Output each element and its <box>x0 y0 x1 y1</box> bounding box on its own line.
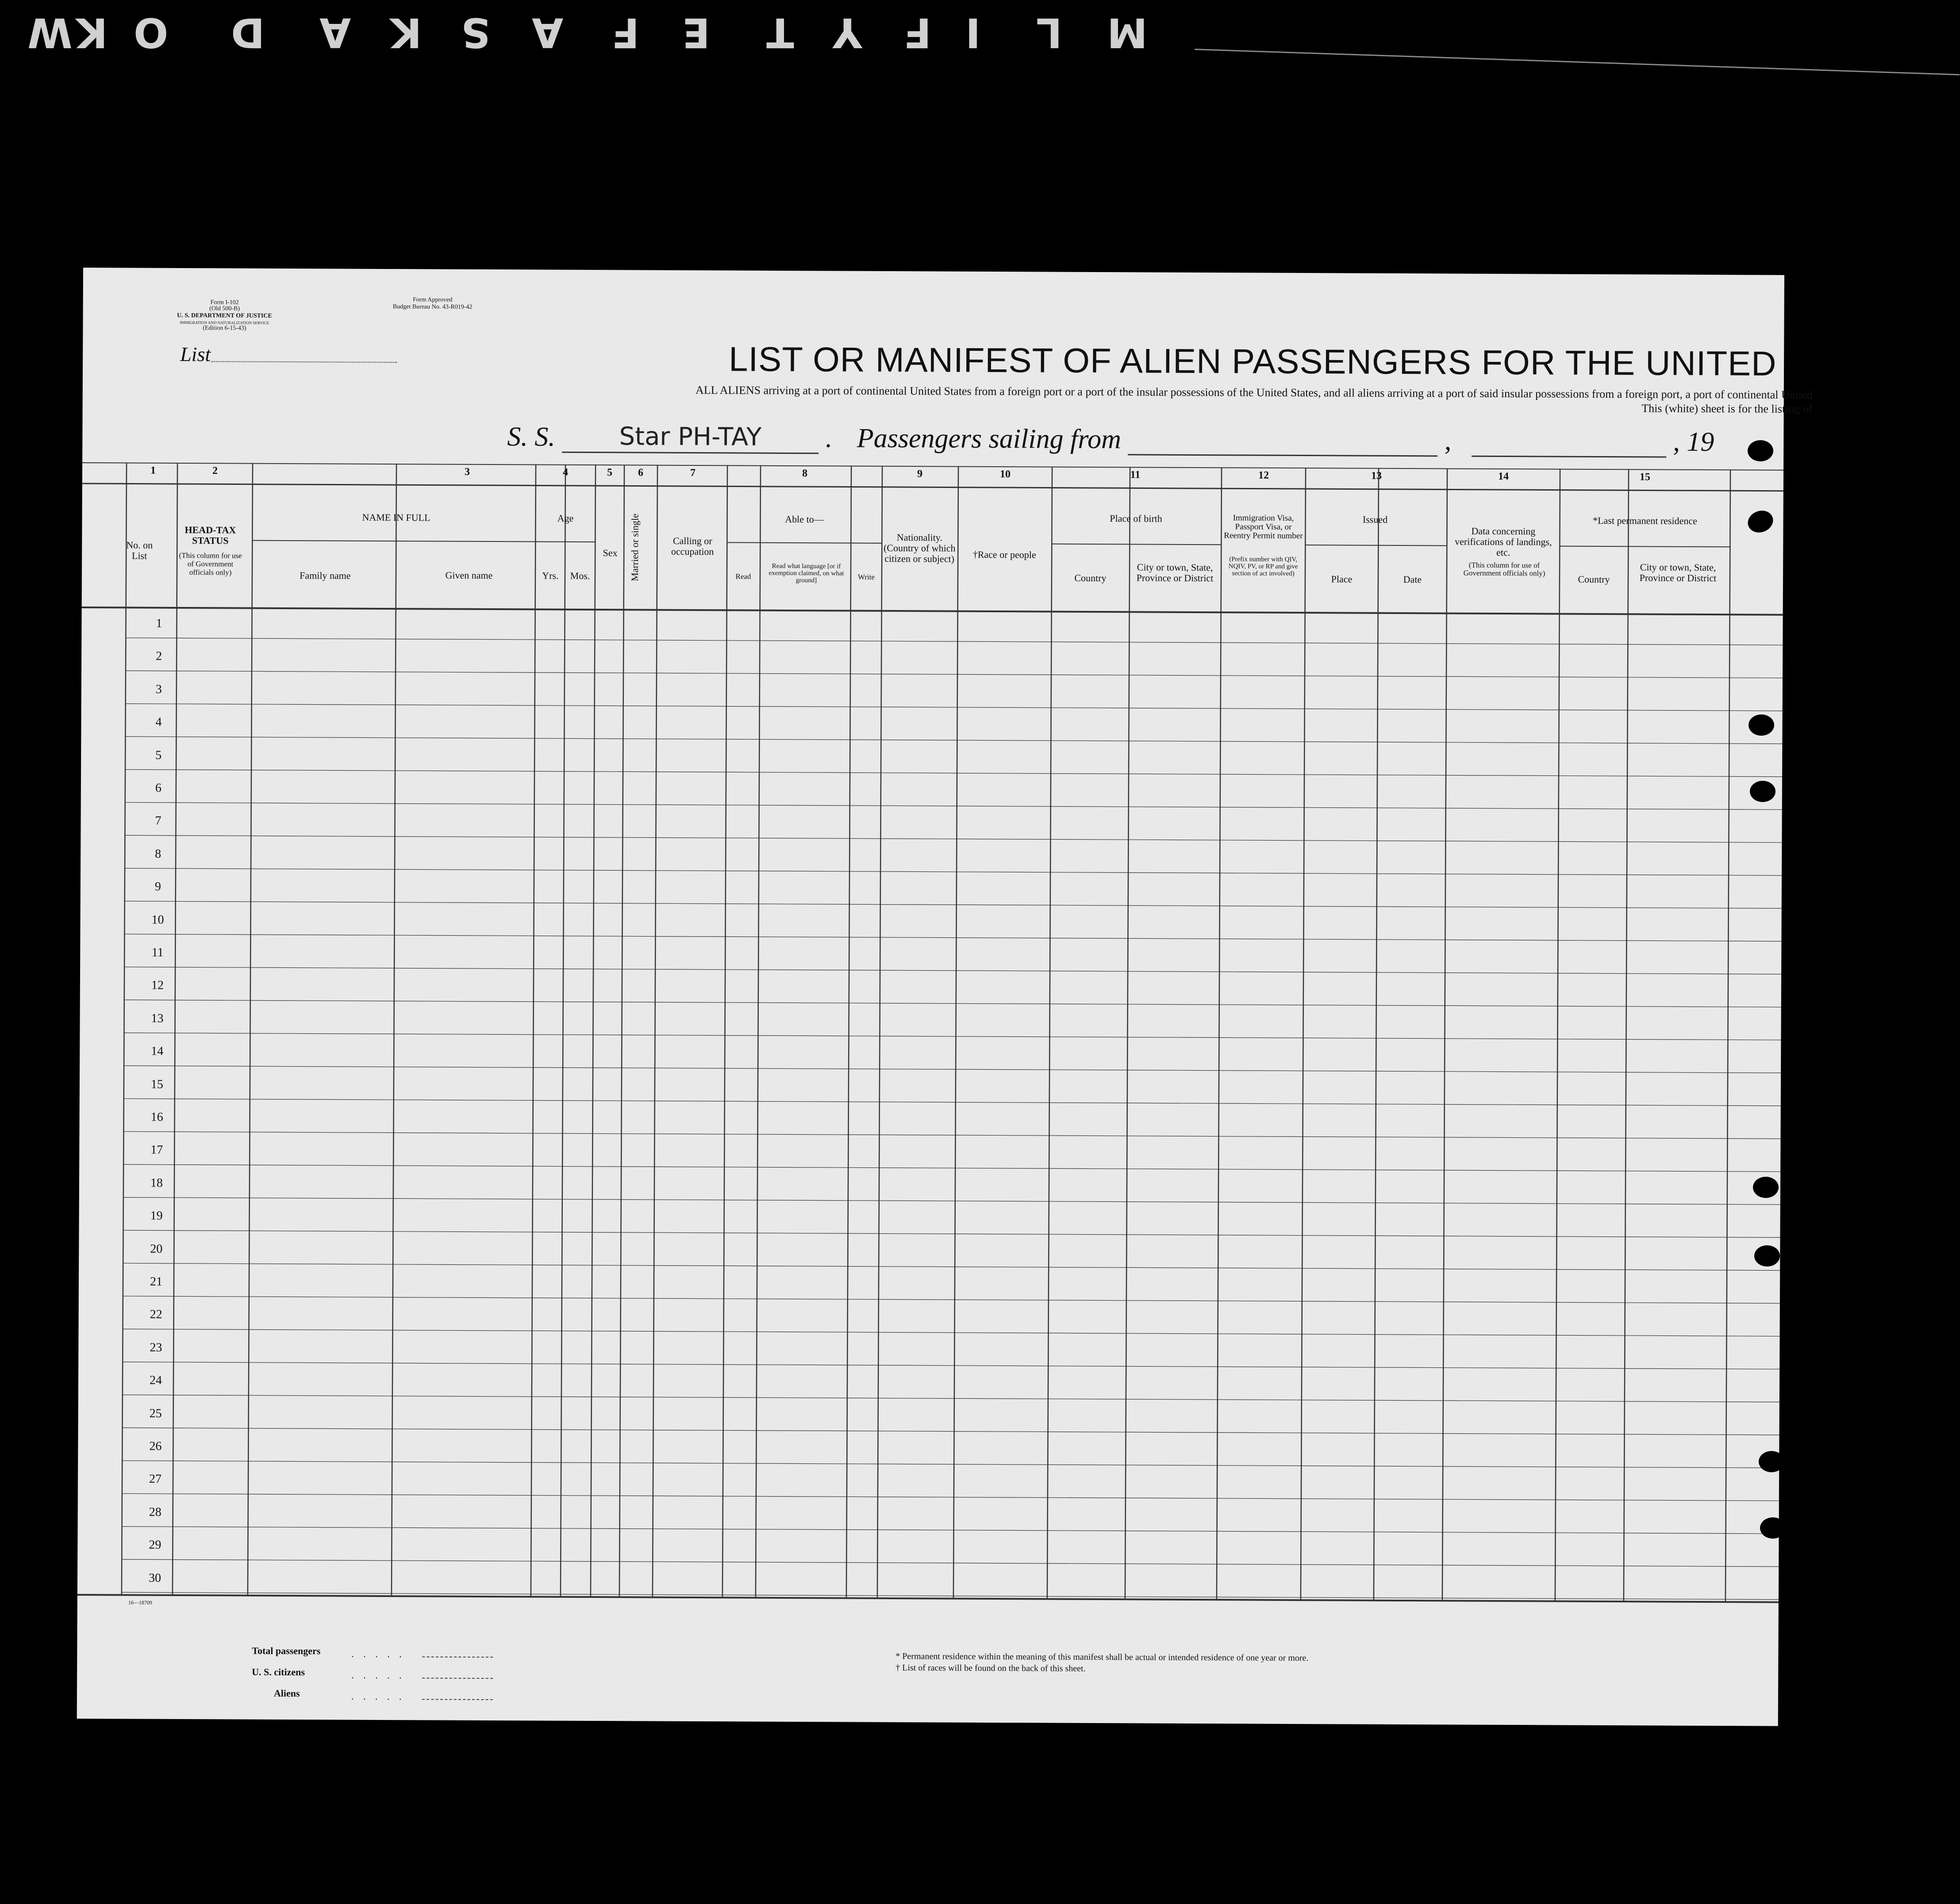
subheader-rule <box>727 542 882 543</box>
ship-name-field <box>562 420 819 454</box>
row-rule <box>123 1263 1780 1270</box>
row-number: 20 <box>150 1242 163 1256</box>
row-number: 2 <box>156 649 162 664</box>
row-rule <box>125 835 1782 842</box>
row-rule <box>124 1066 1781 1073</box>
column-number: 5 <box>607 467 613 479</box>
film-edge-letter: Y <box>832 9 862 56</box>
column-rule <box>723 465 727 1597</box>
subtitle-line-2: This (white) sheet is for the listing of <box>1641 402 1813 416</box>
edition-label: (Edition 6-15-43) <box>203 325 246 332</box>
row-rule <box>124 1000 1781 1007</box>
department-label: U. S. DEPARTMENT OF JUSTICE <box>177 312 272 319</box>
row-rule <box>122 1527 1779 1534</box>
col-birth-country: Country <box>1074 572 1107 584</box>
row-number: 16 <box>150 1110 163 1124</box>
row-rule <box>122 1559 1779 1566</box>
row-number: 6 <box>155 781 161 795</box>
film-edge-letter: W <box>27 9 73 56</box>
column-rule <box>619 464 624 1597</box>
film-edge-letter: F <box>611 9 639 56</box>
row-number: 3 <box>155 682 162 696</box>
col-name-in-full: NAME IN FULL <box>362 511 430 523</box>
column-rule <box>877 466 882 1598</box>
leader-dots-1: . . . . . <box>351 1648 405 1660</box>
col-able-to: Able to— <box>785 513 824 525</box>
row-rule <box>123 1395 1779 1402</box>
col-given-name: Given name <box>445 569 493 581</box>
column-number-rule <box>82 484 1783 491</box>
subtitle-line-1: ALL ALIENS arriving at a port of continental United States from a foreign port or a port of the insular possessions of the United States, and all aliens arriving at a port of said insular possessions from a foreign port, a port of continental United <box>695 384 1813 402</box>
row-rule <box>123 1164 1780 1171</box>
footer-notes <box>895 1651 1308 1675</box>
col-data-concerning: Data concerning verifications of landings, etc. <box>1455 525 1552 558</box>
row-number: 22 <box>150 1308 162 1322</box>
subheader-rule <box>1052 544 1221 545</box>
col-head-tax: HEAD-TAX STATUS <box>184 524 236 546</box>
col-nationality: Nationality. (Country of which citizen or subject) <box>883 532 956 564</box>
row-number: 5 <box>155 748 162 762</box>
column-rule <box>1442 468 1447 1601</box>
row-number: 23 <box>150 1340 162 1355</box>
col-sex: Sex <box>603 547 618 559</box>
column-rule <box>248 463 253 1596</box>
ship-name: Star PH-TAY <box>619 422 762 452</box>
column-number: 4 <box>562 466 569 478</box>
row-rule <box>126 704 1783 711</box>
row-number: 28 <box>149 1505 161 1519</box>
punch-hole <box>1754 1245 1780 1267</box>
column-number: 12 <box>1258 469 1269 481</box>
subtitle <box>415 382 1813 416</box>
film-edge-letter: E <box>681 9 710 56</box>
column-rule <box>561 464 565 1597</box>
col-yrs: Yrs. <box>542 570 559 581</box>
row-rule <box>126 638 1783 645</box>
row-rule <box>124 1098 1781 1106</box>
list-number-line <box>211 361 397 363</box>
row-rule <box>124 934 1781 941</box>
row-number: 4 <box>155 715 162 729</box>
film-edge-letter: K <box>75 9 108 56</box>
col-head-tax-note: (This column for use of Government officials only) <box>179 551 242 577</box>
column-number: 6 <box>638 467 644 479</box>
row-number: 27 <box>149 1472 162 1486</box>
column-number: 10 <box>999 468 1011 480</box>
total-passengers-label: Total passengers <box>252 1645 321 1657</box>
ship-line: S. S. Star PH-TAY . Passengers sailing from , , 19 <box>507 420 1714 458</box>
column-number: 11 <box>1130 469 1141 481</box>
row-rule <box>123 1198 1780 1205</box>
col-place-of-birth: Place of birth <box>1110 513 1162 524</box>
row-number: 26 <box>149 1439 162 1453</box>
film-edge-letter: T <box>765 9 794 56</box>
form-approved: Form Approved <box>413 296 453 303</box>
print-code: 16—18709 <box>128 1599 152 1606</box>
col-calling: Calling or occupation <box>671 535 714 557</box>
col-issued-date: Date <box>1403 574 1422 585</box>
col-age: Age <box>557 512 574 524</box>
col-married: Married or single <box>629 514 641 581</box>
film-edge-lettering <box>18 9 1195 75</box>
column-number: 7 <box>690 467 696 479</box>
col-no-on-list: No. on List <box>126 539 153 561</box>
column-rule <box>173 463 177 1595</box>
leader-dots-3: . . . . . <box>351 1690 405 1702</box>
service-label: IMMIGRATION AND NATURALIZATION SERVICE <box>180 320 269 325</box>
film-edge-letter: K <box>389 9 422 56</box>
film-edge-letter: A <box>319 9 351 56</box>
row-number: 29 <box>149 1538 161 1552</box>
row-rule <box>125 901 1782 908</box>
row-number: 30 <box>149 1571 161 1585</box>
column-number: 1 <box>150 464 156 476</box>
col-res-city: City or town, State, Province or District <box>1639 561 1717 584</box>
col-race: †Race or people <box>972 549 1036 560</box>
row-rule <box>122 1493 1779 1501</box>
row-rule <box>126 671 1783 678</box>
column-number: 8 <box>802 468 808 480</box>
column-rule <box>846 466 851 1598</box>
us-citizens-label: U. S. citizens <box>252 1666 305 1678</box>
film-edge-letter: I <box>965 9 981 56</box>
ss-label: S. S. <box>507 422 555 452</box>
manifest-table-grid <box>77 462 1783 1611</box>
sailing-date-field <box>1472 456 1666 458</box>
row-number: 18 <box>150 1176 163 1190</box>
film-edge-letter: D <box>230 9 265 56</box>
sailing-port-field <box>1128 454 1437 457</box>
year-label: , 19 <box>1673 426 1714 457</box>
row-rule <box>122 1461 1779 1468</box>
total-passengers-line <box>422 1656 493 1658</box>
column-rule <box>531 464 536 1597</box>
column-number: 3 <box>464 466 470 478</box>
film-edge-letter: F <box>903 9 931 56</box>
col-last-residence: *Last permanent residence <box>1593 514 1697 526</box>
row-rule <box>124 1033 1781 1040</box>
row-number: 15 <box>150 1077 164 1091</box>
column-rule <box>1301 468 1306 1600</box>
punch-hole <box>1748 440 1773 461</box>
col-visa: Immigration Visa, Passport Visa, or Reentry Permit number <box>1224 513 1303 541</box>
column-rule <box>392 464 396 1596</box>
column-number: 13 <box>1371 470 1382 482</box>
column-rule <box>122 462 127 1595</box>
col-read: Read <box>735 572 751 581</box>
row-number: 17 <box>150 1143 163 1157</box>
film-edge-letter: O <box>133 9 169 56</box>
column-rule <box>953 466 958 1599</box>
film-edge-line <box>1195 49 1960 75</box>
aliens-line <box>422 1699 493 1700</box>
film-edge-letter: S <box>460 9 491 56</box>
row-number: 25 <box>149 1406 162 1420</box>
col-res-country: Country <box>1578 573 1610 585</box>
film-edge-letter: M <box>1106 9 1148 56</box>
row-number: 12 <box>151 979 164 993</box>
col-issued: Issued <box>1362 514 1388 525</box>
budget-bureau: Budget Bureau No. 43-R019-42 <box>392 303 473 311</box>
punch-hole <box>1750 781 1776 802</box>
col-read-language: Read what language [or if exemption claimed, on what ground] <box>769 562 844 584</box>
col-data-note: (This column for use of Government officials only) <box>1463 560 1545 578</box>
row-number: 8 <box>155 847 161 861</box>
form-old-number: (Old 500-B) <box>209 305 240 312</box>
row-rule <box>123 1362 1779 1369</box>
page-title: LIST OR MANIFEST OF ALIEN PASSENGERS FOR THE UNITED <box>728 339 1777 383</box>
punch-hole <box>1760 1517 1786 1539</box>
punch-hole <box>1749 714 1774 736</box>
column-rule <box>1125 467 1130 1599</box>
column-number: 9 <box>917 468 923 480</box>
row-rule <box>123 1428 1779 1435</box>
column-rule <box>653 465 657 1597</box>
header-bottom-border <box>82 607 1783 615</box>
row-rule <box>123 1230 1780 1237</box>
row-rule <box>123 1329 1780 1336</box>
punch-hole <box>1759 1451 1784 1472</box>
col-family-name: Family name <box>300 570 351 581</box>
col-visa-note: (Prefix number with QIV, NQIV, PV, or RP and give section of act involved) <box>1228 556 1298 577</box>
leader-dots-2: . . . . . <box>351 1669 405 1681</box>
column-rule <box>1624 469 1629 1601</box>
row-rule <box>124 967 1781 974</box>
sailing-label: Passengers sailing from <box>857 423 1122 455</box>
row-rule <box>125 769 1782 776</box>
footer-note-1: * Permanent residence within the meaning of this manifest shall be actual or intended residence of one year or more. <box>895 1651 1309 1663</box>
row-number: 19 <box>150 1209 163 1223</box>
list-label: List <box>180 342 211 366</box>
row-number: 10 <box>151 913 164 927</box>
row-number: 11 <box>151 945 164 960</box>
row-number: 24 <box>149 1373 162 1387</box>
row-rule <box>125 868 1782 875</box>
column-rule <box>1555 469 1560 1601</box>
row-rule <box>125 737 1782 744</box>
col-birth-city: City or town, State, Province or District <box>1136 561 1214 584</box>
row-rule <box>123 1296 1780 1303</box>
footer-note-2: † List of races will be found on the back of this sheet. <box>895 1663 1086 1674</box>
manifest-sheet <box>77 268 1813 1726</box>
form-number: Form I-102 <box>210 299 239 306</box>
column-rule <box>1047 467 1052 1599</box>
row-number: 1 <box>156 616 162 630</box>
us-citizens-line <box>422 1678 493 1679</box>
row-number: 21 <box>150 1274 163 1289</box>
column-rule <box>1726 469 1730 1602</box>
col-mos: Mos. <box>570 570 590 582</box>
column-rule <box>1374 468 1379 1601</box>
row-number: 9 <box>154 879 161 894</box>
column-number: 2 <box>212 465 218 477</box>
row-rule <box>123 1132 1780 1139</box>
film-edge-letter: A <box>531 9 564 56</box>
film-edge-letter: L <box>1035 9 1062 56</box>
subheader-rule <box>1560 546 1730 547</box>
row-rule <box>125 802 1782 810</box>
column-rule <box>591 464 596 1597</box>
punch-hole <box>1753 1177 1779 1198</box>
row-number: 7 <box>155 814 161 828</box>
subheader-rule <box>252 541 538 542</box>
column-rule <box>756 465 761 1598</box>
aliens-label: Aliens <box>273 1687 300 1699</box>
row-number: 13 <box>151 1011 164 1025</box>
column-number: 14 <box>1498 470 1509 483</box>
column-number: 15 <box>1639 471 1651 483</box>
col-issued-place: Place <box>1331 573 1353 585</box>
column-rule <box>1217 467 1222 1600</box>
col-write: Write <box>857 572 875 581</box>
row-number: 14 <box>151 1044 164 1058</box>
